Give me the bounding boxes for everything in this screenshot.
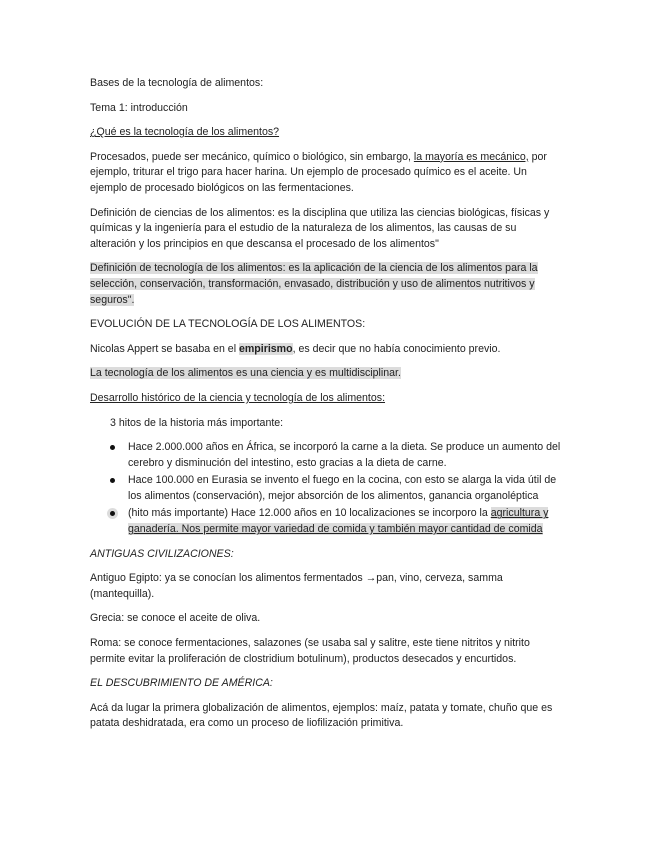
america-paragraph: Acá da lugar la primera globalización de alimentos, ejemplos: maíz, patata y tomate, chuño que es patata deshidratada, era como un proceso de liofilización primitiva. <box>90 701 553 730</box>
multidisciplinar-text: La tecnología de los alimentos es una ciencia y es multidisciplinar. <box>90 367 401 380</box>
appert-empirismo: empirismo <box>239 342 293 355</box>
list-item <box>128 440 563 471</box>
multidisciplinar-paragraph <box>90 366 563 382</box>
processed-text-1: Procesados, puede ser mecánico, químico o biológico, sin embargo, <box>90 150 414 163</box>
egypt-paragraph: Antiguo Egipto: ya se conocían los alimentos fermentados →pan, vino, cerveza, samma (mantequilla). <box>90 572 503 600</box>
appert-text-2: , es decir que no había conocimiento previo. <box>292 342 501 355</box>
greece-paragraph: Grecia: se conoce el aceite de oliva. <box>90 612 261 625</box>
technology-definition-label: Definición de tecnología de los alimentos: <box>90 262 289 275</box>
processed-text-underlined: la mayoría es mecánico, <box>413 150 529 163</box>
milestone-2: Hace 100.000 en Eurasia se invento el fuego en la cocina, con esto se alarga la vida útil de los alimentos (conservación), mejor absorción de los alimentos, ganancia organoléptica <box>128 474 557 502</box>
appert-text-1: Nicolas Appert se basaba en el <box>90 342 239 355</box>
technology-definition <box>90 261 563 308</box>
question-heading: ¿Qué es la tecnología de los alimentos? <box>90 126 280 139</box>
milestone-3-highlight: agricultura y ganadería. Nos permite mayor variedad de comida y también mayor cantidad de comida <box>128 507 549 536</box>
milestones-list <box>90 440 563 538</box>
bullet-icon <box>110 478 115 483</box>
milestone-1: Hace 2.000.000 años en África, se incorporó la carne a la dieta. Se produce un aumento del cerebro y disminución del intestino, esto gracias a la dieta de carne. <box>128 441 561 469</box>
evolution-heading: EVOLUCIÓN DE LA TECNOLOGÍA DE LOS ALIMENTOS: <box>90 318 366 331</box>
processed-text-2: por ejemplo, triturar el trigo para hacer harina. Un ejemplo de procesado químico es el aceite. Un ejemplo de procesado biológicos on las fermentaciones. <box>90 150 547 194</box>
milestone-3-text: (hito más importante) Hace 12.000 años en 10 localizaciones se incorporo la <box>128 507 491 520</box>
document-title: Bases de la tecnología de alimentos: <box>90 77 264 89</box>
history-heading: Desarrollo histórico de la ciencia y tecnología de los alimentos: <box>90 391 386 404</box>
science-definition: Definición de ciencias de los alimentos: es la disciplina que utiliza las ciencias biológicas, físicas y químicas y la ingeniería para el estudio de la naturaleza de los alimentos, las causas de su alteración y los principios en que descansa el procesado de los alimentos" <box>90 206 550 250</box>
topic-heading: Tema 1: introducción <box>90 101 188 114</box>
technology-definition-highlight: es la aplicación de la ciencia de los alimentos para la selección, conservación, transformación, envasado, distribución y uso de alimentos nutritivos y seguros". <box>90 262 538 306</box>
bullet-icon <box>110 511 115 516</box>
list-item <box>128 473 563 504</box>
appert-paragraph <box>90 342 563 358</box>
milestones-intro: 3 hitos de la historia más importante: <box>110 416 284 429</box>
rome-paragraph: Roma: se conoce fermentaciones, salazones (se usaba sal y salitre, este tiene nitritos y nitrito permite evitar la proliferación de clostridium botulinum), productos desecados y encurtidos. <box>90 637 530 665</box>
america-heading: EL DESCUBRIMIENTO DE AMÉRICA: <box>90 677 273 690</box>
list-item <box>128 506 563 537</box>
ancient-civilizations-heading: ANTIGUAS CIVILIZACIONES: <box>90 547 234 560</box>
processed-paragraph <box>90 150 563 197</box>
bullet-icon <box>110 445 115 450</box>
